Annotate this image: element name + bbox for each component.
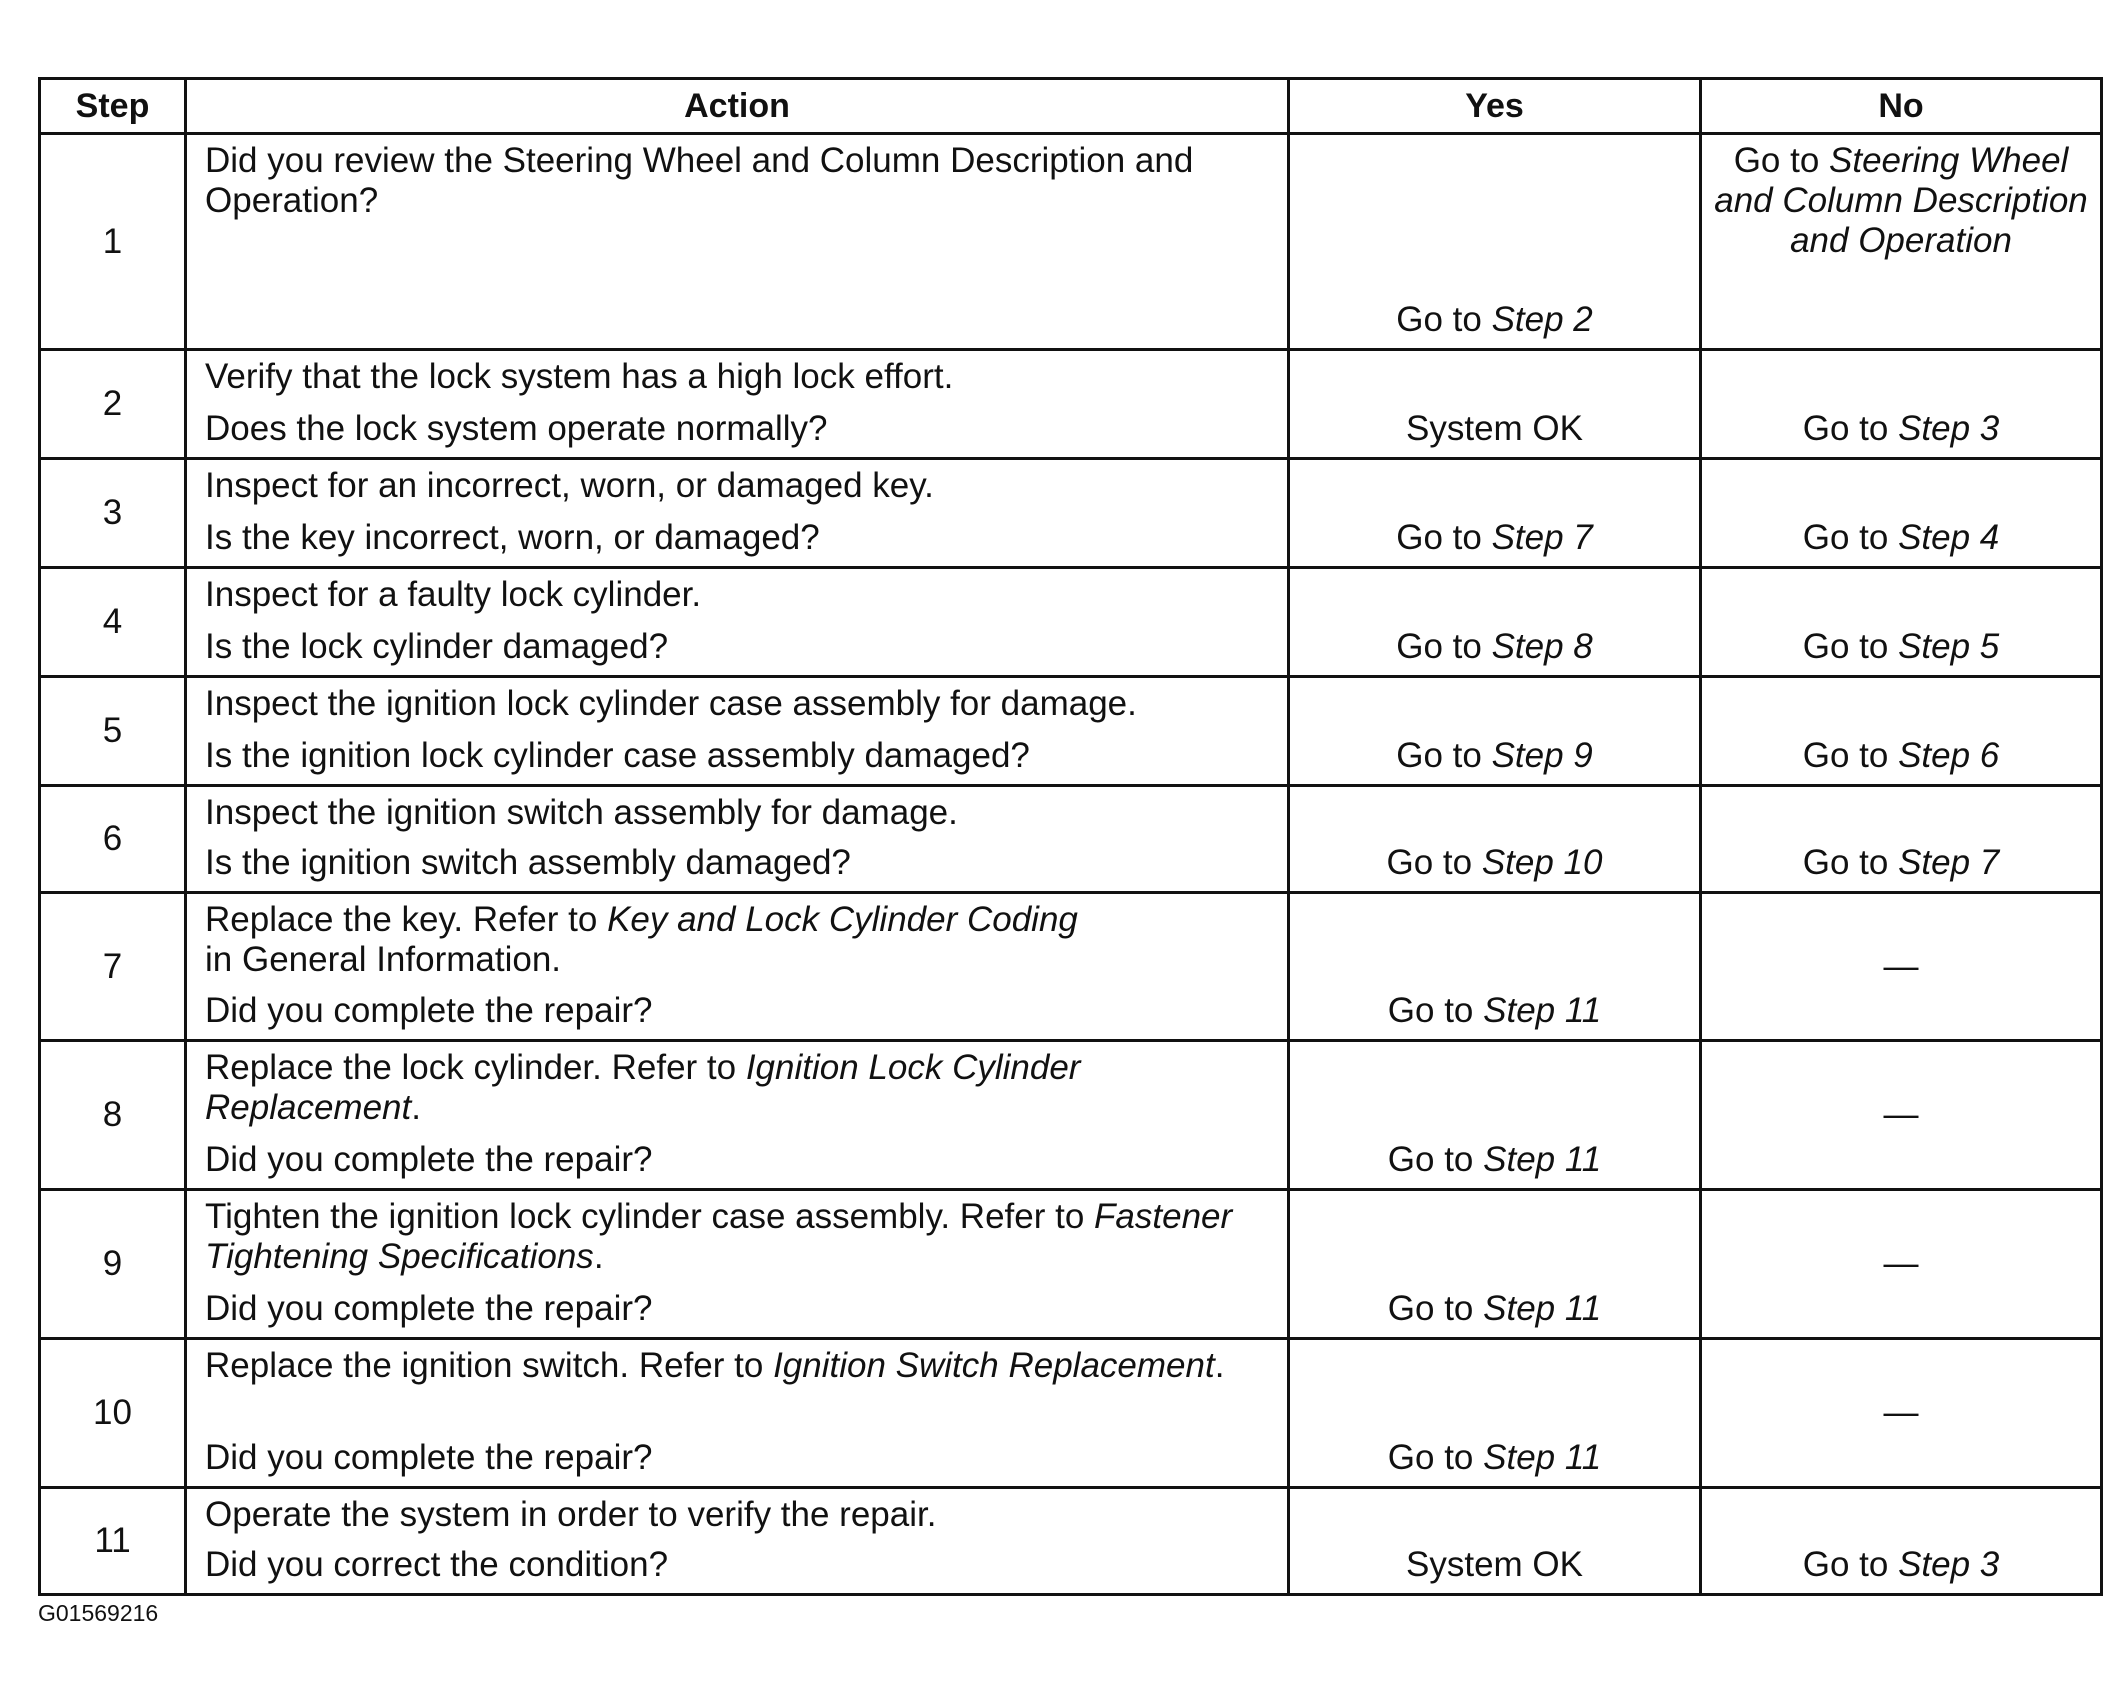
no-cell-dash: — — [1701, 1041, 2102, 1190]
table-row — [40, 1488, 2102, 1595]
action-instruction: Inspect for a faulty lock cylinder. — [205, 575, 702, 614]
action-question: Is the key incorrect, worn, or damaged? — [205, 518, 820, 557]
action-question: Did you complete the repair? — [205, 1289, 653, 1328]
no-prefix: Go to — [1802, 1545, 1899, 1584]
no-cell — [1701, 459, 2102, 568]
action-instruction — [205, 1048, 1277, 1128]
action-instruction: Inspect the ignition lock cylinder case assembly for damage. — [205, 684, 1137, 723]
diagnostic-table — [38, 77, 2103, 1596]
action-instruction: Inspect the ignition switch assembly for damage. — [205, 793, 958, 832]
no-cell — [1701, 568, 2102, 677]
step-number: 7 — [40, 893, 186, 1041]
yes-cell: System OK — [1289, 1488, 1701, 1595]
yes-cell — [1289, 1190, 1701, 1339]
step-number: 6 — [40, 786, 186, 893]
reference-link[interactable]: Ignition Switch Replacement — [773, 1346, 1215, 1385]
header-yes: Yes — [1289, 79, 1701, 134]
action-question: Did you complete the repair? — [205, 1140, 653, 1179]
reference-link[interactable]: Key and Lock Cylinder Coding — [607, 900, 1078, 939]
no-prefix: Go to — [1802, 409, 1899, 448]
action-question: Did you complete the repair? — [205, 991, 653, 1030]
no-step-link[interactable]: Step 6 — [1898, 736, 2000, 775]
header-step: Step — [40, 79, 186, 134]
table-row — [40, 1339, 2102, 1488]
action-cell — [186, 1041, 1289, 1190]
action-question: Is the ignition switch assembly damaged? — [205, 843, 851, 882]
table-row — [40, 134, 2102, 350]
action-prefix: Replace the lock cylinder. Refer to — [205, 1048, 746, 1087]
table-row — [40, 459, 2102, 568]
no-step-link[interactable]: Step 3 — [1898, 1545, 2000, 1584]
action-suffix: . — [593, 1237, 604, 1276]
yes-cell — [1289, 459, 1701, 568]
action-instruction — [205, 1346, 1277, 1386]
yes-step-link[interactable]: Step 9 — [1491, 736, 1593, 775]
step-number: 1 — [40, 134, 186, 350]
action-cell — [186, 893, 1289, 1041]
action-question: Does the lock system operate normally? — [205, 409, 828, 448]
no-prefix: Go to — [1802, 518, 1899, 557]
action-prefix: Replace the key. Refer to — [205, 900, 608, 939]
no-step-link[interactable]: Step 7 — [1898, 843, 2000, 882]
action-cell — [186, 568, 1289, 677]
action-instruction: Operate the system in order to verify the repair. — [205, 1495, 937, 1534]
yes-cell — [1289, 677, 1701, 786]
yes-cell — [1289, 568, 1701, 677]
yes-prefix: Go to — [1387, 991, 1484, 1030]
no-prefix: Go to — [1802, 736, 1899, 775]
action-prefix: Replace the ignition switch. Refer to — [205, 1346, 774, 1385]
action-cell — [186, 1190, 1289, 1339]
header-row — [40, 79, 2102, 134]
action-suffix: in General Information. — [205, 940, 562, 979]
table-row — [40, 1190, 2102, 1339]
header-no: No — [1701, 79, 2102, 134]
step-number: 3 — [40, 459, 186, 568]
no-cell — [1701, 677, 2102, 786]
step-number: 10 — [40, 1339, 186, 1488]
yes-prefix: Go to — [1386, 843, 1482, 882]
reference-link[interactable]: Fastener Tightening Specifications — [205, 1197, 1233, 1276]
yes-cell — [1289, 1339, 1701, 1488]
no-cell — [1701, 1488, 2102, 1595]
yes-prefix: Go to — [1396, 736, 1492, 775]
no-step-link[interactable]: Step 4 — [1898, 518, 2000, 557]
yes-step-link[interactable]: Step 2 — [1491, 300, 1593, 339]
table-row — [40, 786, 2102, 893]
table-row — [40, 568, 2102, 677]
yes-step-link[interactable]: Step 11 — [1483, 1289, 1602, 1328]
action-cell — [186, 134, 1289, 350]
action-question: Is the ignition lock cylinder case assembly damaged? — [205, 736, 1030, 775]
no-step-link[interactable]: Step 5 — [1898, 627, 2000, 666]
yes-cell — [1289, 1041, 1701, 1190]
table-row — [40, 1041, 2102, 1190]
yes-cell — [1289, 786, 1701, 893]
no-prefix: Go to — [1802, 843, 1899, 882]
action-instruction: Verify that the lock system has a high lock effort. — [205, 357, 954, 396]
yes-prefix: Go to — [1387, 1289, 1484, 1328]
yes-prefix: Go to — [1396, 300, 1492, 339]
action-prefix: Tighten the ignition lock cylinder case assembly. Refer to — [205, 1197, 1095, 1236]
action-question: Is the lock cylinder damaged? — [205, 627, 669, 666]
reference-link[interactable]: Ignition Lock Cylinder Replacement — [205, 1048, 1081, 1127]
no-cell — [1701, 350, 2102, 459]
action-suffix: . — [1214, 1346, 1225, 1385]
table-row — [40, 893, 2102, 1041]
no-cell — [1701, 786, 2102, 893]
yes-step-link[interactable]: Step 11 — [1483, 991, 1602, 1030]
yes-cell — [1289, 893, 1701, 1041]
yes-step-link[interactable]: Step 10 — [1481, 843, 1603, 882]
no-cell-dash: — — [1701, 1190, 2102, 1339]
yes-step-link[interactable]: Step 11 — [1483, 1140, 1602, 1179]
action-instruction: Inspect for an incorrect, worn, or damaged key. — [205, 466, 934, 505]
action-cell — [186, 1339, 1289, 1488]
no-cell-dash: — — [1701, 893, 2102, 1041]
no-prefix: Go to — [1733, 141, 1830, 180]
table-row — [40, 350, 2102, 459]
no-cell-dash: — — [1701, 1339, 2102, 1488]
no-prefix: Go to — [1802, 627, 1899, 666]
yes-cell: System OK — [1289, 350, 1701, 459]
action-cell — [186, 786, 1289, 893]
action-cell — [186, 677, 1289, 786]
action-text: Did you review the Steering Wheel and Column Description and Operation? — [205, 141, 1194, 220]
step-number: 4 — [40, 568, 186, 677]
step-number: 11 — [40, 1488, 186, 1595]
yes-prefix: Go to — [1396, 627, 1492, 666]
action-question: Did you correct the condition? — [205, 1545, 669, 1584]
action-cell — [186, 459, 1289, 568]
action-cell — [186, 1488, 1289, 1595]
no-cell — [1701, 134, 2102, 350]
yes-prefix: Go to — [1396, 518, 1492, 557]
step-number: 2 — [40, 350, 186, 459]
header-action: Action — [186, 79, 1289, 134]
yes-step-link[interactable]: Step 11 — [1483, 1438, 1602, 1477]
table-row — [40, 677, 2102, 786]
no-step-link[interactable]: Step 3 — [1898, 409, 2000, 448]
action-suffix: . — [411, 1088, 421, 1127]
step-number: 8 — [40, 1041, 186, 1190]
step-number: 9 — [40, 1190, 186, 1339]
no-reference-link[interactable]: Steering Wheel and Column Description and Operation — [1714, 141, 2088, 260]
yes-prefix: Go to — [1387, 1438, 1484, 1477]
action-instruction — [205, 1197, 1277, 1277]
yes-step-link[interactable]: Step 7 — [1491, 518, 1593, 557]
step-number: 5 — [40, 677, 186, 786]
figure-id-label: G01569216 — [38, 1600, 159, 1626]
yes-step-link[interactable]: Step 8 — [1491, 627, 1593, 666]
yes-cell — [1289, 134, 1701, 350]
action-cell — [186, 350, 1289, 459]
action-question: Did you complete the repair? — [205, 1438, 653, 1477]
action-instruction — [205, 900, 1277, 980]
yes-prefix: Go to — [1387, 1140, 1484, 1179]
